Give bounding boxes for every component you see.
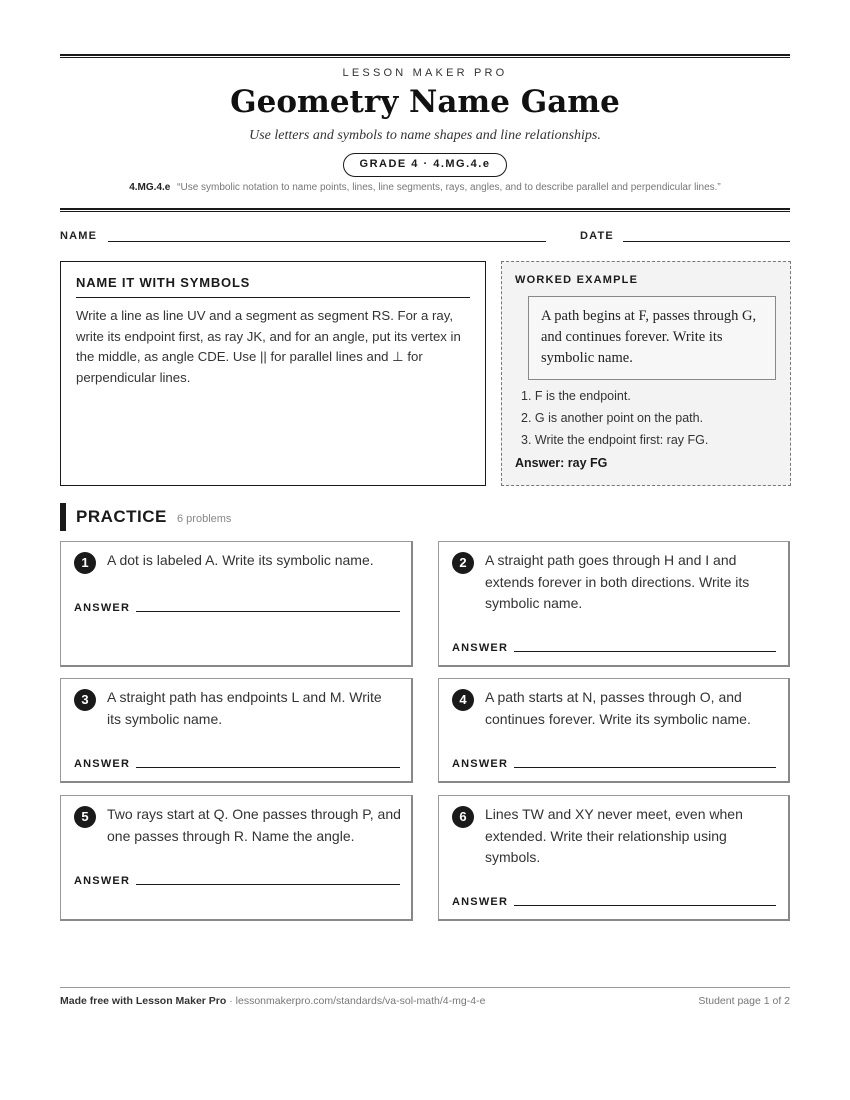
date-label: DATE [580,230,614,242]
problem-text: A straight path has endpoints L and M. Write its symbolic name. [107,689,382,727]
problem-text: Lines TW and XY never meet, even when extended. Write their relationship using symbols. [485,806,743,865]
problem-card-1 [60,541,413,667]
footer-url-link[interactable]: · lessonmakerpro.com/standards/va-sol-math/4-mg-4-e [226,995,486,1007]
problem-text: Two rays start at Q. One passes through P, and one passes through R. Name the angle. [107,806,401,844]
footer-credit [60,995,485,1007]
header-top-rule [60,54,790,58]
worked-example-step: 3. Write the endpoint first: ray FG. [521,433,709,447]
worked-example-prompt: A path begins at F, passes through G, and continues forever. Write its symbolic name. [528,296,776,380]
worked-example-step: 2. G is another point on the path. [521,411,704,425]
name-field[interactable] [108,241,546,242]
footer-rule [60,987,790,988]
answer-label: ANSWER [74,758,131,770]
problem-number: 4 [452,689,474,711]
standard-code: 4.MG.4.e [129,182,171,193]
answer-label: ANSWER [452,758,509,770]
worked-example-step: 1. F is the endpoint. [521,389,631,403]
answer-label: ANSWER [452,896,509,908]
symbols-body: Write a line as line UV and a segment as segment RS. For a ray, write its endpoint first, as ray JK, and for an angle, put its vertex in the middle, as angle CDE. Use || for parallel lines and ⊥ for perpendicular lines. [76,308,461,385]
worked-example-steps [521,385,708,451]
name-label: NAME [60,230,98,242]
answer-field-1[interactable] [136,611,400,612]
worked-example-heading: WORKED EXAMPLE [515,274,639,286]
worksheet-subtitle: Use letters and symbols to name shapes and line relationships. [249,128,601,143]
grade-badge: GRADE 4 · 4.MG.4.e [343,153,507,177]
date-field[interactable] [623,241,790,242]
footer-made-with: Made free with Lesson Maker Pro [60,995,227,1007]
worked-example-answer: Answer: ray FG [515,456,608,470]
symbols-info-box [60,261,486,486]
problem-card-6 [438,795,790,921]
problem-number: 6 [452,806,474,828]
header-bottom-rule [60,208,790,212]
answer-field-3[interactable] [136,767,400,768]
answer-field-2[interactable] [514,651,776,652]
answer-label: ANSWER [74,602,131,614]
answer-field-5[interactable] [136,884,400,885]
answer-label: ANSWER [74,875,131,887]
problem-number: 2 [452,552,474,574]
standard-line [60,182,790,193]
problem-card-3 [60,678,413,783]
problem-text: A path starts at N, passes through O, and continues forever. Write its symbolic name. [485,689,751,727]
standard-text: “Use symbolic notation to name points, lines, line segments, rays, angles, and to describe parallel and perpendicular lines.” [177,182,721,193]
footer-page-number: Student page 1 of 2 [698,995,790,1007]
answer-field-6[interactable] [514,905,776,906]
symbols-heading: NAME IT WITH SYMBOLS [76,275,470,298]
practice-accent-bar [60,503,66,531]
worked-example-box [501,261,791,486]
problem-card-5 [60,795,413,921]
worksheet-title: Geometry Name Game [230,84,620,120]
problem-text: A straight path goes through H and I and extends forever in both directions. Write its symbolic name. [485,552,750,611]
answer-label: ANSWER [452,642,509,654]
answer-field-4[interactable] [514,767,776,768]
brand-name: LESSON MAKER PRO [342,67,508,79]
problem-number: 3 [74,689,96,711]
problem-card-2 [438,541,790,667]
problem-card-4 [438,678,790,783]
problem-text: A dot is labeled A. Write its symbolic name. [107,552,374,568]
problem-number: 1 [74,552,96,574]
problem-number: 5 [74,806,96,828]
worksheet-page [60,0,790,1100]
practice-heading: PRACTICE [76,507,167,526]
practice-count: 6 problems [177,513,232,525]
